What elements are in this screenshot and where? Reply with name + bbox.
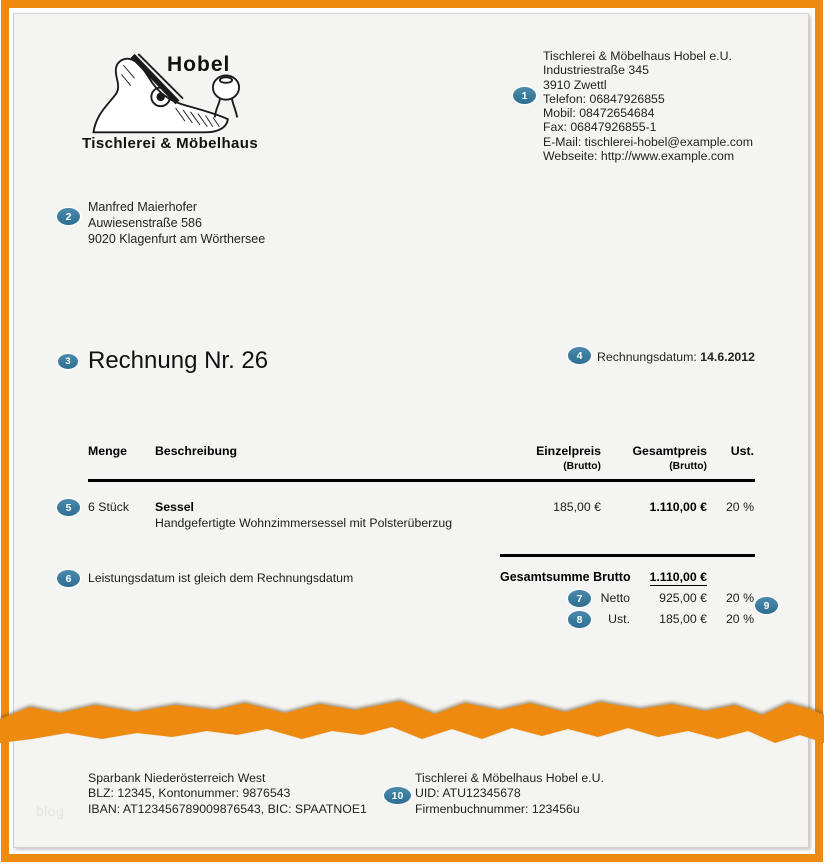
footer-bank-account: BLZ: 12345, Kontonummer: 9876543: [88, 786, 291, 801]
annotation-badge-2: 2: [57, 208, 80, 225]
totals-vat-label: Ust.: [608, 612, 630, 626]
footer-bank-name: Sparbank Niederösterreich West: [88, 771, 266, 785]
company-street: Industriestraße 345: [543, 63, 649, 78]
annotation-badge-4: 4: [568, 347, 591, 364]
annotation-badge-10: 10: [384, 787, 411, 804]
table-header-gesamtpreis-brutto: (Brutto): [669, 461, 707, 472]
footer-company-name: Tischlerei & Möbelhaus Hobel e.U.: [415, 771, 604, 785]
table-header-gesamtpreis: Gesamtpreis: [632, 444, 707, 458]
invoice-date: [597, 350, 755, 364]
annotation-badge-1: 1: [513, 87, 536, 104]
totals-gross-label: Gesamtsumme Brutto: [500, 570, 631, 584]
row-item-name: Sessel: [155, 500, 194, 514]
customer-city: 9020 Klagenfurt am Wörthersee: [88, 232, 266, 246]
row-total-price: 1.110,00 €: [649, 500, 707, 514]
company-email: E-Mail: tischlerei-hobel@example.com: [543, 134, 753, 149]
annotation-badge-7: 7: [568, 590, 591, 607]
totals-rule: [500, 554, 755, 557]
totals-vat-value: 185,00 €: [659, 612, 707, 626]
table-header-einzelpreis: Einzelpreis: [536, 444, 601, 458]
annotation-badge-6: 6: [57, 570, 80, 587]
company-city: 3910 Zwettl: [543, 77, 607, 92]
footer-bank-block: [88, 771, 367, 817]
logo-subtitle: Tischlerei & Möbelhaus: [82, 135, 259, 152]
annotation-badge-9: 9: [755, 597, 778, 614]
table-header-menge: Menge: [88, 444, 127, 458]
row-quantity: 6 Stück: [88, 500, 130, 514]
service-date-note: Leistungsdatum ist gleich dem Rechnungsdatum: [88, 571, 354, 585]
invoice-date-value: 14.6.2012: [700, 350, 755, 364]
company-website: Webseite: http://www.example.com: [543, 149, 735, 164]
table-header-einzelpreis-brutto: (Brutto): [563, 461, 601, 472]
company-mobile: Mobil: 08472654684: [543, 106, 655, 121]
company-fax: Fax: 06847926855-1: [543, 120, 657, 135]
table-header-beschreibung: Beschreibung: [155, 444, 237, 458]
company-phone: Telefon: 06847926855: [543, 91, 665, 106]
footer-bank-iban: IBAN: AT123456789009876543, BIC: SPAATNOE1: [88, 801, 367, 816]
zigzag-divider: [0, 693, 824, 758]
invoice-title: Rechnung Nr. 26: [88, 347, 269, 374]
totals-vat-rate: 20 %: [725, 612, 754, 626]
customer-address-block: [88, 199, 265, 247]
invoice-date-label: Rechnungsdatum:: [597, 350, 697, 364]
totals-net-label: Netto: [600, 591, 630, 605]
annotation-badge-5: 5: [57, 499, 80, 516]
customer-street: Auwiesenstraße 586: [88, 216, 202, 230]
totals-net-value: 925,00 €: [659, 591, 707, 605]
annotation-badge-8: 8: [568, 611, 591, 628]
footer-company-register: Firmenbuchnummer: 123456u: [415, 801, 580, 816]
blog-watermark: blog: [36, 803, 65, 819]
row-item-description: Handgefertigte Wohnzimmersessel mit Polsterüberzug: [155, 516, 453, 530]
table-header-ust: Ust.: [730, 444, 754, 458]
company-address-block: [543, 49, 753, 163]
annotation-badge-3: 3: [58, 354, 78, 369]
company-name: Tischlerei & Möbelhaus Hobel e.U.: [543, 49, 732, 63]
customer-name: Manfred Maierhofer: [88, 200, 198, 214]
footer-company-uid: UID: ATU12345678: [415, 786, 521, 801]
row-vat-rate: 20 %: [725, 500, 754, 514]
totals-net-vat-rate: 20 %: [725, 591, 754, 605]
totals-gross-value-wrap: [590, 570, 707, 584]
footer-company-block: [415, 771, 604, 817]
table-header-rule: [88, 479, 755, 482]
row-unit-price: 185,00 €: [553, 500, 601, 514]
totals-gross-value: 1.110,00 €: [649, 570, 707, 584]
logo-title: Hobel: [167, 53, 231, 76]
